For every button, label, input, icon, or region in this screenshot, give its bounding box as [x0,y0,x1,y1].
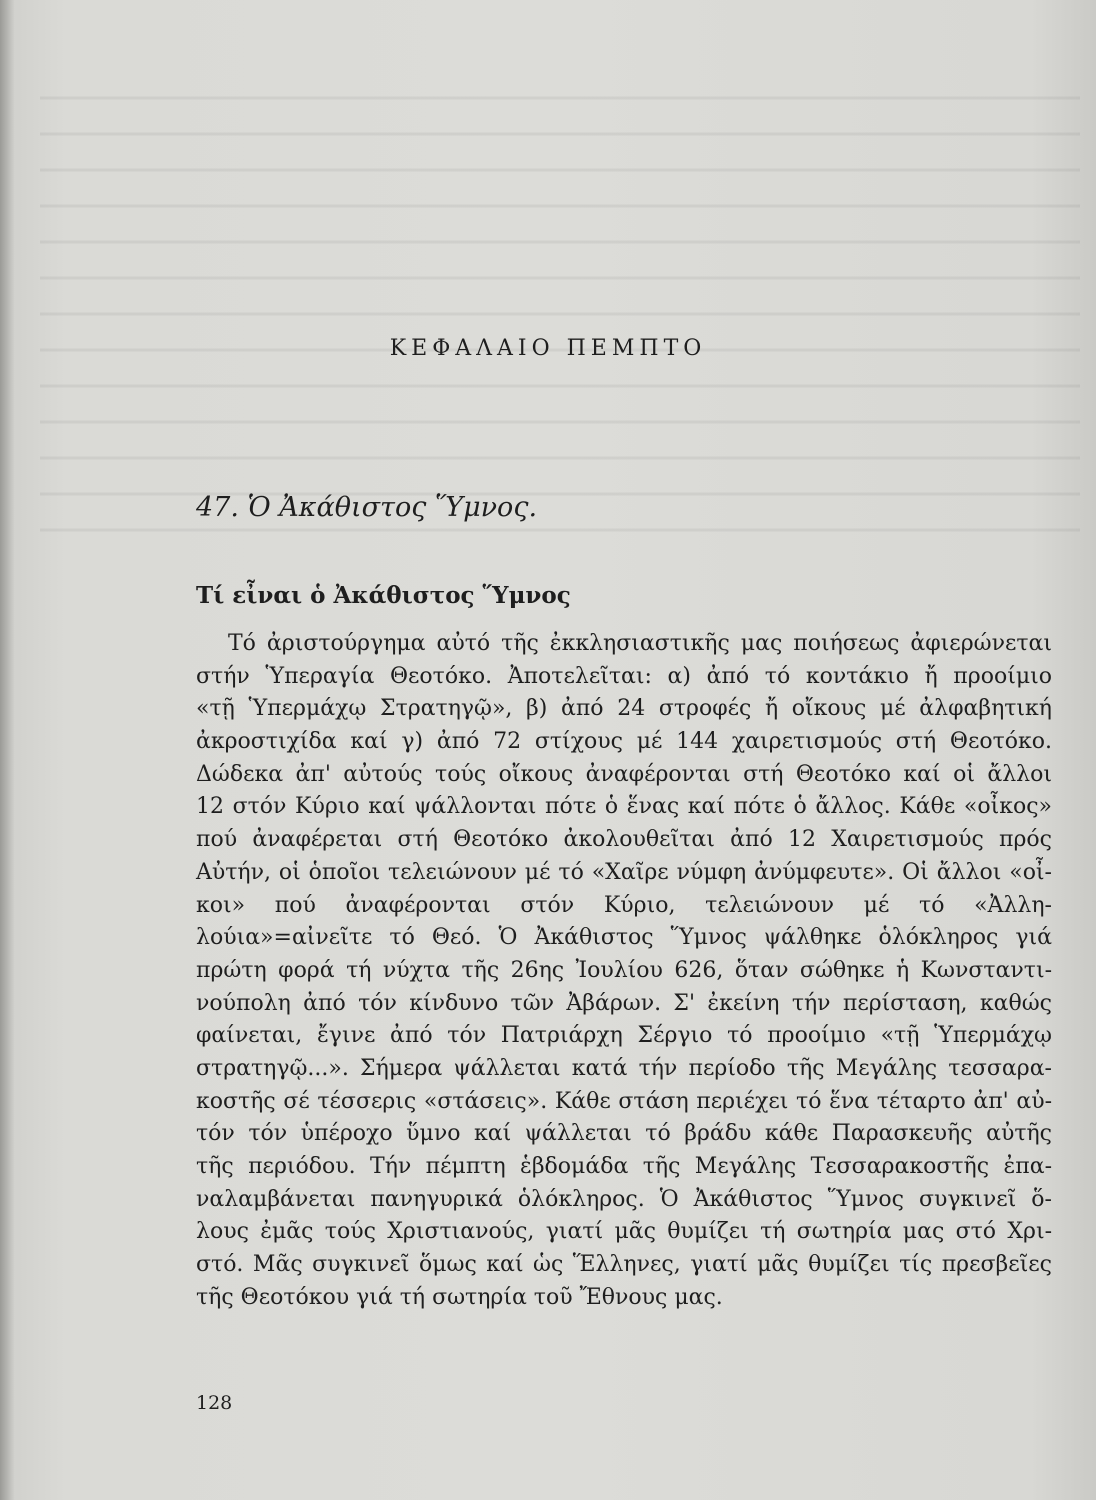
text-line: «τῇ Ὑπερμάχῳ Στρατηγῷ», β) ἀπό 24 στροφές ἤ οἴκους μέ ἀλφαβητική [196,696,1052,722]
text-line: στήν Ὑπεραγία Θεοτόκο. Ἀποτελεῖται: α) ἀπό τό κοντάκιο ἤ προοίμιο [196,663,1052,689]
text-line: πού ἀναφέρεται στή Θεοτόκο ἀκολουθεῖται ἀπό 12 Χαιρετισμούς πρός [196,827,1052,853]
page-spine-shadow [0,0,14,1500]
text-line: Αὐτήν, οἱ ὁποῖοι τελειώνουν μέ τό «Χαῖρε νύμφη ἀνύμφευτε». Οἱ ἄλλοι «οἶ- [196,859,1052,885]
text-line: 12 στόν Κύριο καί ψάλλονται πότε ὁ ἕνας καί πότε ὁ ἄλλος. Κάθε «οἶκος» [196,794,1052,820]
text-line: στρατηγῷ...». Σήμερα ψάλλεται κατά τήν περίοδο τῆς Μεγάλης τεσσαρα- [196,1055,1052,1081]
text-line: τῆς περιόδου. Τήν πέμπτη ἑβδομάδα τῆς Μεγάλης Τεσσαρακοστῆς ἐπα- [196,1154,1052,1179]
text-line: ἀκροστιχίδα καί γ) ἀπό 72 στίχους μέ 144 χαιρετισμούς στή Θεοτόκο. [196,729,1052,755]
text-line: κοι» πού ἀναφέρονται στόν Κύριο, τελειώνουν μέ τό «Ἀλλη- [196,892,1052,918]
body-text [196,628,1052,1314]
text-line: τόν τόν ὑπέροχο ὕμνο καί ψάλλεται τό βράδυ κάθε Παρασκευῆς αὐτῆς [196,1121,1052,1147]
text-line: λούια»=αἰνεῖτε τό Θεό. Ὁ Ἀκάθιστος Ὕμνος ψάλθηκε ὁλόκληρος γιά [196,925,1052,951]
show-through-texture [40,70,1080,550]
subsection-title: Τί εἶναι ὁ Ἀκάθιστος Ὕμνος [196,582,571,609]
text-line: στό. Μᾶς συγκινεῖ ὅμως καί ὡς Ἕλληνες, γιατί μᾶς θυμίζει τίς πρεσβεῖες [196,1252,1052,1278]
text-line: κοστῆς σέ τέσσερις «στάσεις». Κάθε στάση περιέχει τό ἕνα τέταρτο ἀπ' αὐ- [196,1088,1052,1114]
chapter-heading: ΚΕΦΑΛΑΙΟ ΠΕΜΠΤΟ [389,336,707,361]
section-title: 47. Ὁ Ἀκάθιστος Ὕμνος. [196,492,538,523]
text-line: νούπολη ἀπό τόν κίνδυνο τῶν Ἀβάρων. Σ' ἐκείνη τήν περίσταση, καθώς [196,990,1052,1016]
text-line: Δώδεκα ἀπ' αὐτούς τούς οἴκους ἀναφέρονται στή Θεοτόκο καί οἱ ἄλλοι [196,761,1052,787]
text-line: ναλαμβάνεται πανηγυρικά ὁλόκληρος. Ὁ Ἀκάθιστος Ὕμνος συγκινεῖ ὅ- [196,1186,1052,1212]
text-line: Τό ἀριστούργημα αὐτό τῆς ἐκκλησιαστικῆς μας ποιήσεως ἀφιερώνεται [228,631,1052,656]
text-line: φαίνεται, ἔγινε ἀπό τόν Πατριάρχη Σέργιο τό προοίμιο «τῇ Ὑπερμάχῳ [196,1023,1052,1049]
text-line: πρώτη φορά τή νύχτα τῆς 26ης Ἰουλίου 626, ὅταν σώθηκε ἡ Κωνσταντι- [196,957,1052,983]
text-line: λους ἐμᾶς τούς Χριστιανούς, γιατί μᾶς θυμίζει τή σωτηρία μας στό Χρι- [196,1219,1052,1245]
page-number: 128 [196,1392,233,1414]
text-line: τῆς Θεοτόκου γιά τή σωτηρία τοῦ Ἔθνους μας. [196,1284,723,1310]
